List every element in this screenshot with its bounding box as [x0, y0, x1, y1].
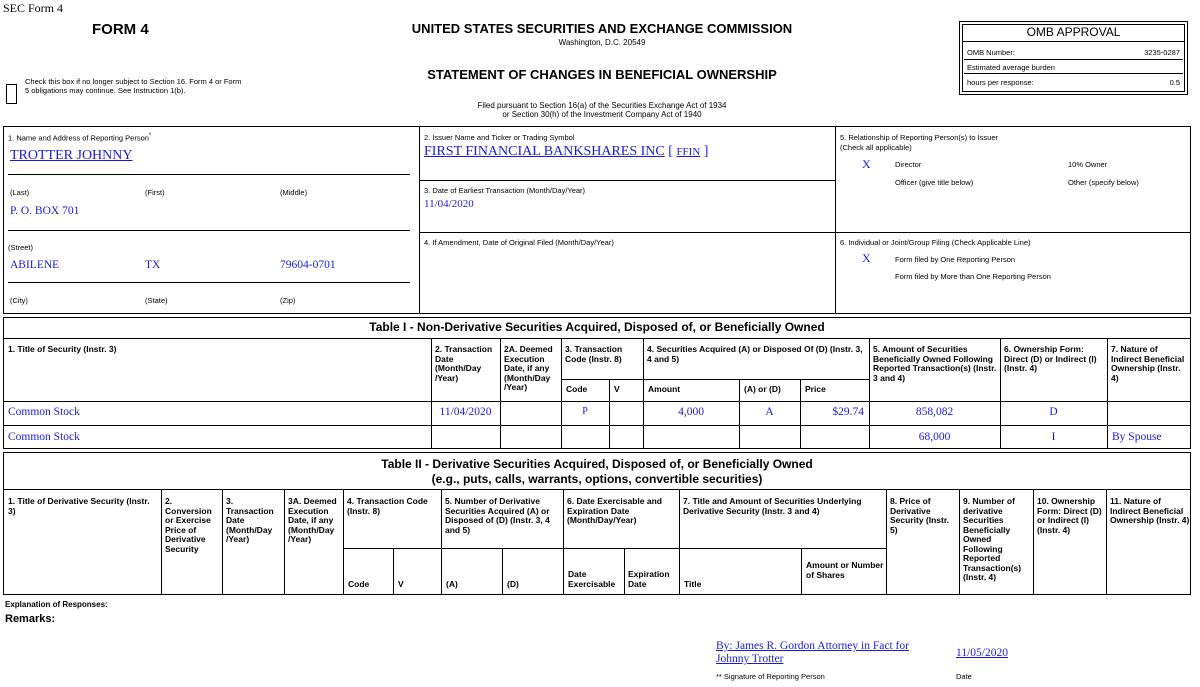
- table-1-col-rule: [643, 338, 644, 449]
- t2-sub-title: Title: [684, 579, 702, 589]
- t1-row-amount: 4,000: [678, 406, 704, 418]
- t1-sub-v: V: [614, 384, 620, 394]
- t1-row-price: $29.74: [832, 406, 864, 418]
- row-divider: [419, 180, 835, 181]
- omb-number-label: OMB Number:: [967, 48, 1015, 57]
- director-label: Director: [895, 160, 922, 169]
- column-divider: [419, 126, 420, 314]
- table-1-header-rule: [3, 401, 1191, 402]
- amendment-label: 4. If Amendment, Date of Original Filed (Month/Day/Year): [424, 238, 614, 247]
- t2-col-conversion: 2. Conversion or Exercise Price of Derivative Security: [165, 496, 212, 554]
- t2-col-code: 4. Transaction Code (Instr. 8): [347, 496, 428, 516]
- table-2-sub-rule: [343, 548, 886, 549]
- filing-label: 6. Individual or Joint/Group Filing (Check Applicable Line): [840, 238, 1031, 247]
- relationship-sub: (Check all applicable): [840, 143, 912, 152]
- filed-pursuant-1: Filed pursuant to Section 16(a) of the Securities Exchange Act of 1934: [477, 101, 727, 110]
- t1-row-title: Common Stock: [8, 406, 80, 418]
- middle-label: (Middle): [280, 188, 308, 197]
- table-1-sub-rule: [561, 379, 869, 380]
- t2-col-nature: 11. Nature of Indirect Beneficial Ownership (Instr. 4): [1110, 496, 1190, 525]
- t2-sub-code: Code: [348, 579, 370, 589]
- table-1-col-rule: [1107, 338, 1108, 449]
- table-1-col-rule: [561, 338, 562, 449]
- state-value: TX: [145, 259, 161, 271]
- t2-col-deemed: 3A. Deemed Execution Date, if any (Month/Day /Year): [288, 496, 337, 544]
- t2-sub-a: (A): [446, 579, 458, 589]
- table-2-col-rule: [502, 548, 503, 595]
- t2-col-price: 8. Price of Derivative Security (Instr. 5): [890, 496, 950, 535]
- t1-col-form: 6. Ownership Form: Direct (D) or Indirect (I) (Instr. 4): [1004, 344, 1097, 373]
- signature-date[interactable]: 11/05/2020: [956, 647, 1008, 659]
- signature-caption: ** Signature of Reporting Person: [716, 672, 825, 681]
- table-2-col-rule: [679, 489, 680, 595]
- zip-label: (Zip): [280, 296, 296, 305]
- ticker-link[interactable]: FFIN: [676, 146, 701, 158]
- table-2-col-rule: [222, 489, 223, 595]
- t1-col-code: 3. Transaction Code (Instr. 8): [565, 344, 623, 364]
- t1-sub-price: Price: [805, 384, 826, 394]
- omb-divider: [964, 59, 1183, 60]
- street-value: P. O. BOX 701: [10, 205, 80, 217]
- more-persons-label: Form filed by More than One Reporting Person: [895, 272, 1051, 281]
- table-1-title: Table I - Non-Derivative Securities Acquired, Disposed of, or Beneficially Owned: [369, 320, 825, 334]
- omb-hours-label: hours per response:: [967, 78, 1034, 87]
- form-title: FORM 4: [92, 21, 149, 38]
- t1-row-nature: By Spouse: [1112, 431, 1162, 443]
- table-2-col-rule: [161, 489, 162, 595]
- agency-city: Washington, D.C. 20549: [558, 38, 646, 47]
- omb-title: OMB APPROVAL: [1026, 25, 1121, 39]
- t1-col-title: 1. Title of Security (Instr. 3): [8, 344, 117, 354]
- one-person-check: X: [862, 251, 871, 265]
- issuer-name-link[interactable]: FIRST FINANCIAL BANKSHARES INC: [424, 144, 665, 159]
- t1-row-aord: A: [765, 406, 774, 418]
- street-label: (Street): [8, 243, 34, 252]
- table-2-col-rule: [393, 548, 394, 595]
- table-2-col-rule: [801, 548, 802, 595]
- city-label: (City): [10, 296, 28, 305]
- omb-divider: [964, 73, 1183, 74]
- t1-row-owned: 68,000: [918, 431, 951, 443]
- last-label: (Last): [10, 188, 30, 197]
- first-label: (First): [145, 188, 165, 197]
- table-1: [3, 317, 1191, 449]
- t1-row-form: D: [1049, 406, 1058, 418]
- t1-sub-aord: (A) or (D): [744, 384, 781, 394]
- date-caption: Date: [956, 672, 972, 681]
- table-2-col-rule: [886, 489, 887, 595]
- t1-row-title: Common Stock: [8, 431, 80, 443]
- table-2-title-rule: [3, 489, 1191, 490]
- city-value: ABILENE: [10, 259, 60, 271]
- director-check: X: [862, 157, 871, 171]
- issuer-label: 2. Issuer Name and Ticker or Trading Symbol: [424, 133, 575, 142]
- t2-sub-amount: Amount or Number of Shares: [806, 560, 884, 580]
- column-divider: [835, 126, 836, 314]
- t2-col-date: 3. Transaction Date (Month/Day /Year): [226, 496, 274, 544]
- earliest-date-value: 11/04/2020: [424, 198, 474, 210]
- table-2-col-rule: [624, 548, 625, 595]
- one-person-label: Form filed by One Reporting Person: [895, 255, 1016, 264]
- omb-hours-value: 0.5: [1169, 78, 1180, 87]
- table-1-title-rule: [3, 338, 1191, 339]
- t1-col-owned: 5. Amount of Securities Beneficially Owned Following Reported Transaction(s) (Instr. 3 and 4): [873, 344, 997, 383]
- t2-col-owned: 9. Number of derivative Securities Beneficially Owned Following Reported Transaction(s) (Instr. 4): [963, 496, 1022, 582]
- name-underline: [8, 174, 410, 175]
- table-1-col-rule: [431, 338, 432, 449]
- section16-checkbox[interactable]: [6, 84, 17, 104]
- row-divider: [419, 232, 835, 233]
- t1-sub-code: Code: [566, 384, 588, 394]
- t2-sub-exercisable: Date Exercisable: [568, 569, 616, 589]
- t1-row-date: 11/04/2020: [439, 406, 492, 418]
- other-label: Other (specify below): [1068, 178, 1139, 187]
- reporting-person-name[interactable]: TROTTER JOHNNY: [10, 148, 133, 163]
- agency-title: UNITED STATES SECURITIES AND EXCHANGE COMMISSION: [411, 21, 793, 36]
- table-2-title: Table II - Derivative Securities Acquired, Disposed of, or Beneficially Owned: [381, 457, 813, 471]
- t2-col-exercisable: 6. Date Exercisable and Expiration Date (Month/Day/Year): [567, 496, 662, 525]
- t1-row-form: I: [1051, 431, 1056, 443]
- t1-row-owned: 858,082: [915, 406, 954, 418]
- table-2-col-rule: [1033, 489, 1034, 595]
- omb-number-value: 3235-0287: [1144, 48, 1180, 57]
- t1-col-nature: 7. Nature of Indirect Beneficial Ownership (Instr. 4): [1111, 344, 1185, 383]
- table-1-col-rule: [609, 379, 610, 449]
- t1-col-deemed: 2A. Deemed Execution Date, if any (Month/Day /Year): [504, 344, 553, 392]
- table-2-col-rule: [441, 489, 442, 595]
- issuer-line: [424, 144, 708, 160]
- table-2-subtitle: (e.g., puts, calls, warrants, options, convertible securities): [431, 472, 763, 486]
- section16-text: Check this box if no longer subject to Section 16. Form 4 or Form 5 obligations may continue. See Instruction 1(b).: [25, 77, 242, 95]
- t1-col-acquired: 4. Securities Acquired (A) or Disposed Of (D) (Instr. 3, 4 and 5): [647, 344, 863, 364]
- table-2-col-rule: [959, 489, 960, 595]
- explanation-label: Explanation of Responses:: [5, 600, 108, 609]
- row-divider: [835, 232, 1191, 233]
- t2-col-number: 5. Number of Derivative Securities Acquired (A) or Disposed of (D) (Instr. 3, 4 and 5): [445, 496, 550, 535]
- state-label: (State): [145, 296, 168, 305]
- earliest-date-label: 3. Date of Earliest Transaction (Month/Day/Year): [424, 186, 586, 195]
- city-underline: [8, 282, 410, 283]
- t1-row-code: P: [582, 406, 588, 417]
- table-1-row-rule: [3, 425, 1191, 426]
- t2-col-title: 1. Title of Derivative Security (Instr. 3): [8, 496, 150, 516]
- filed-pursuant-2: or Section 30(h) of the Investment Company Act of 1940: [502, 110, 702, 119]
- omb-divider: [962, 41, 1185, 42]
- relationship-label: 5. Relationship of Reporting Person(s) to Issuer: [840, 133, 998, 142]
- table-2-col-rule: [284, 489, 285, 595]
- omb-burden-label: Estimated average burden: [967, 63, 1055, 72]
- ticker-bracket-open: [: [668, 144, 673, 159]
- t2-col-form: 10. Ownership Form: Direct (D) or Indirect (I) (Instr. 4): [1037, 496, 1102, 535]
- table-2-col-rule: [563, 489, 564, 595]
- ticker-bracket-close: ]: [703, 144, 709, 159]
- t2-sub-d: (D): [507, 579, 519, 589]
- signature-link[interactable]: By: James R. Gordon Attorney in Fact for Johnny Trotter: [716, 640, 909, 665]
- table-1-col-rule: [500, 338, 501, 449]
- t1-col-date: 2. Transaction Date (Month/Day /Year): [435, 344, 493, 383]
- table-2-col-rule: [1106, 489, 1107, 595]
- ten-percent-owner-label: 10% Owner: [1068, 160, 1108, 169]
- table-2-col-rule: [343, 489, 344, 595]
- t2-sub-expiration: Expiration Date: [628, 569, 670, 589]
- t2-col-underlying: 7. Title and Amount of Securities Underlying Derivative Security (Instr. 3 and 4): [683, 496, 862, 516]
- t1-sub-amount: Amount: [648, 384, 681, 394]
- sec-form-label: SEC Form 4: [3, 1, 64, 15]
- zip-value: 79604-0701: [280, 259, 336, 271]
- t2-sub-v: V: [398, 579, 404, 589]
- officer-label: Officer (give title below): [895, 178, 974, 187]
- remarks-label: Remarks:: [5, 613, 56, 625]
- reporting-person-label: 1. Name and Address of Reporting Person*: [8, 133, 152, 143]
- street-underline: [8, 230, 410, 231]
- statement-title: STATEMENT OF CHANGES IN BENEFICIAL OWNERSHIP: [427, 67, 777, 82]
